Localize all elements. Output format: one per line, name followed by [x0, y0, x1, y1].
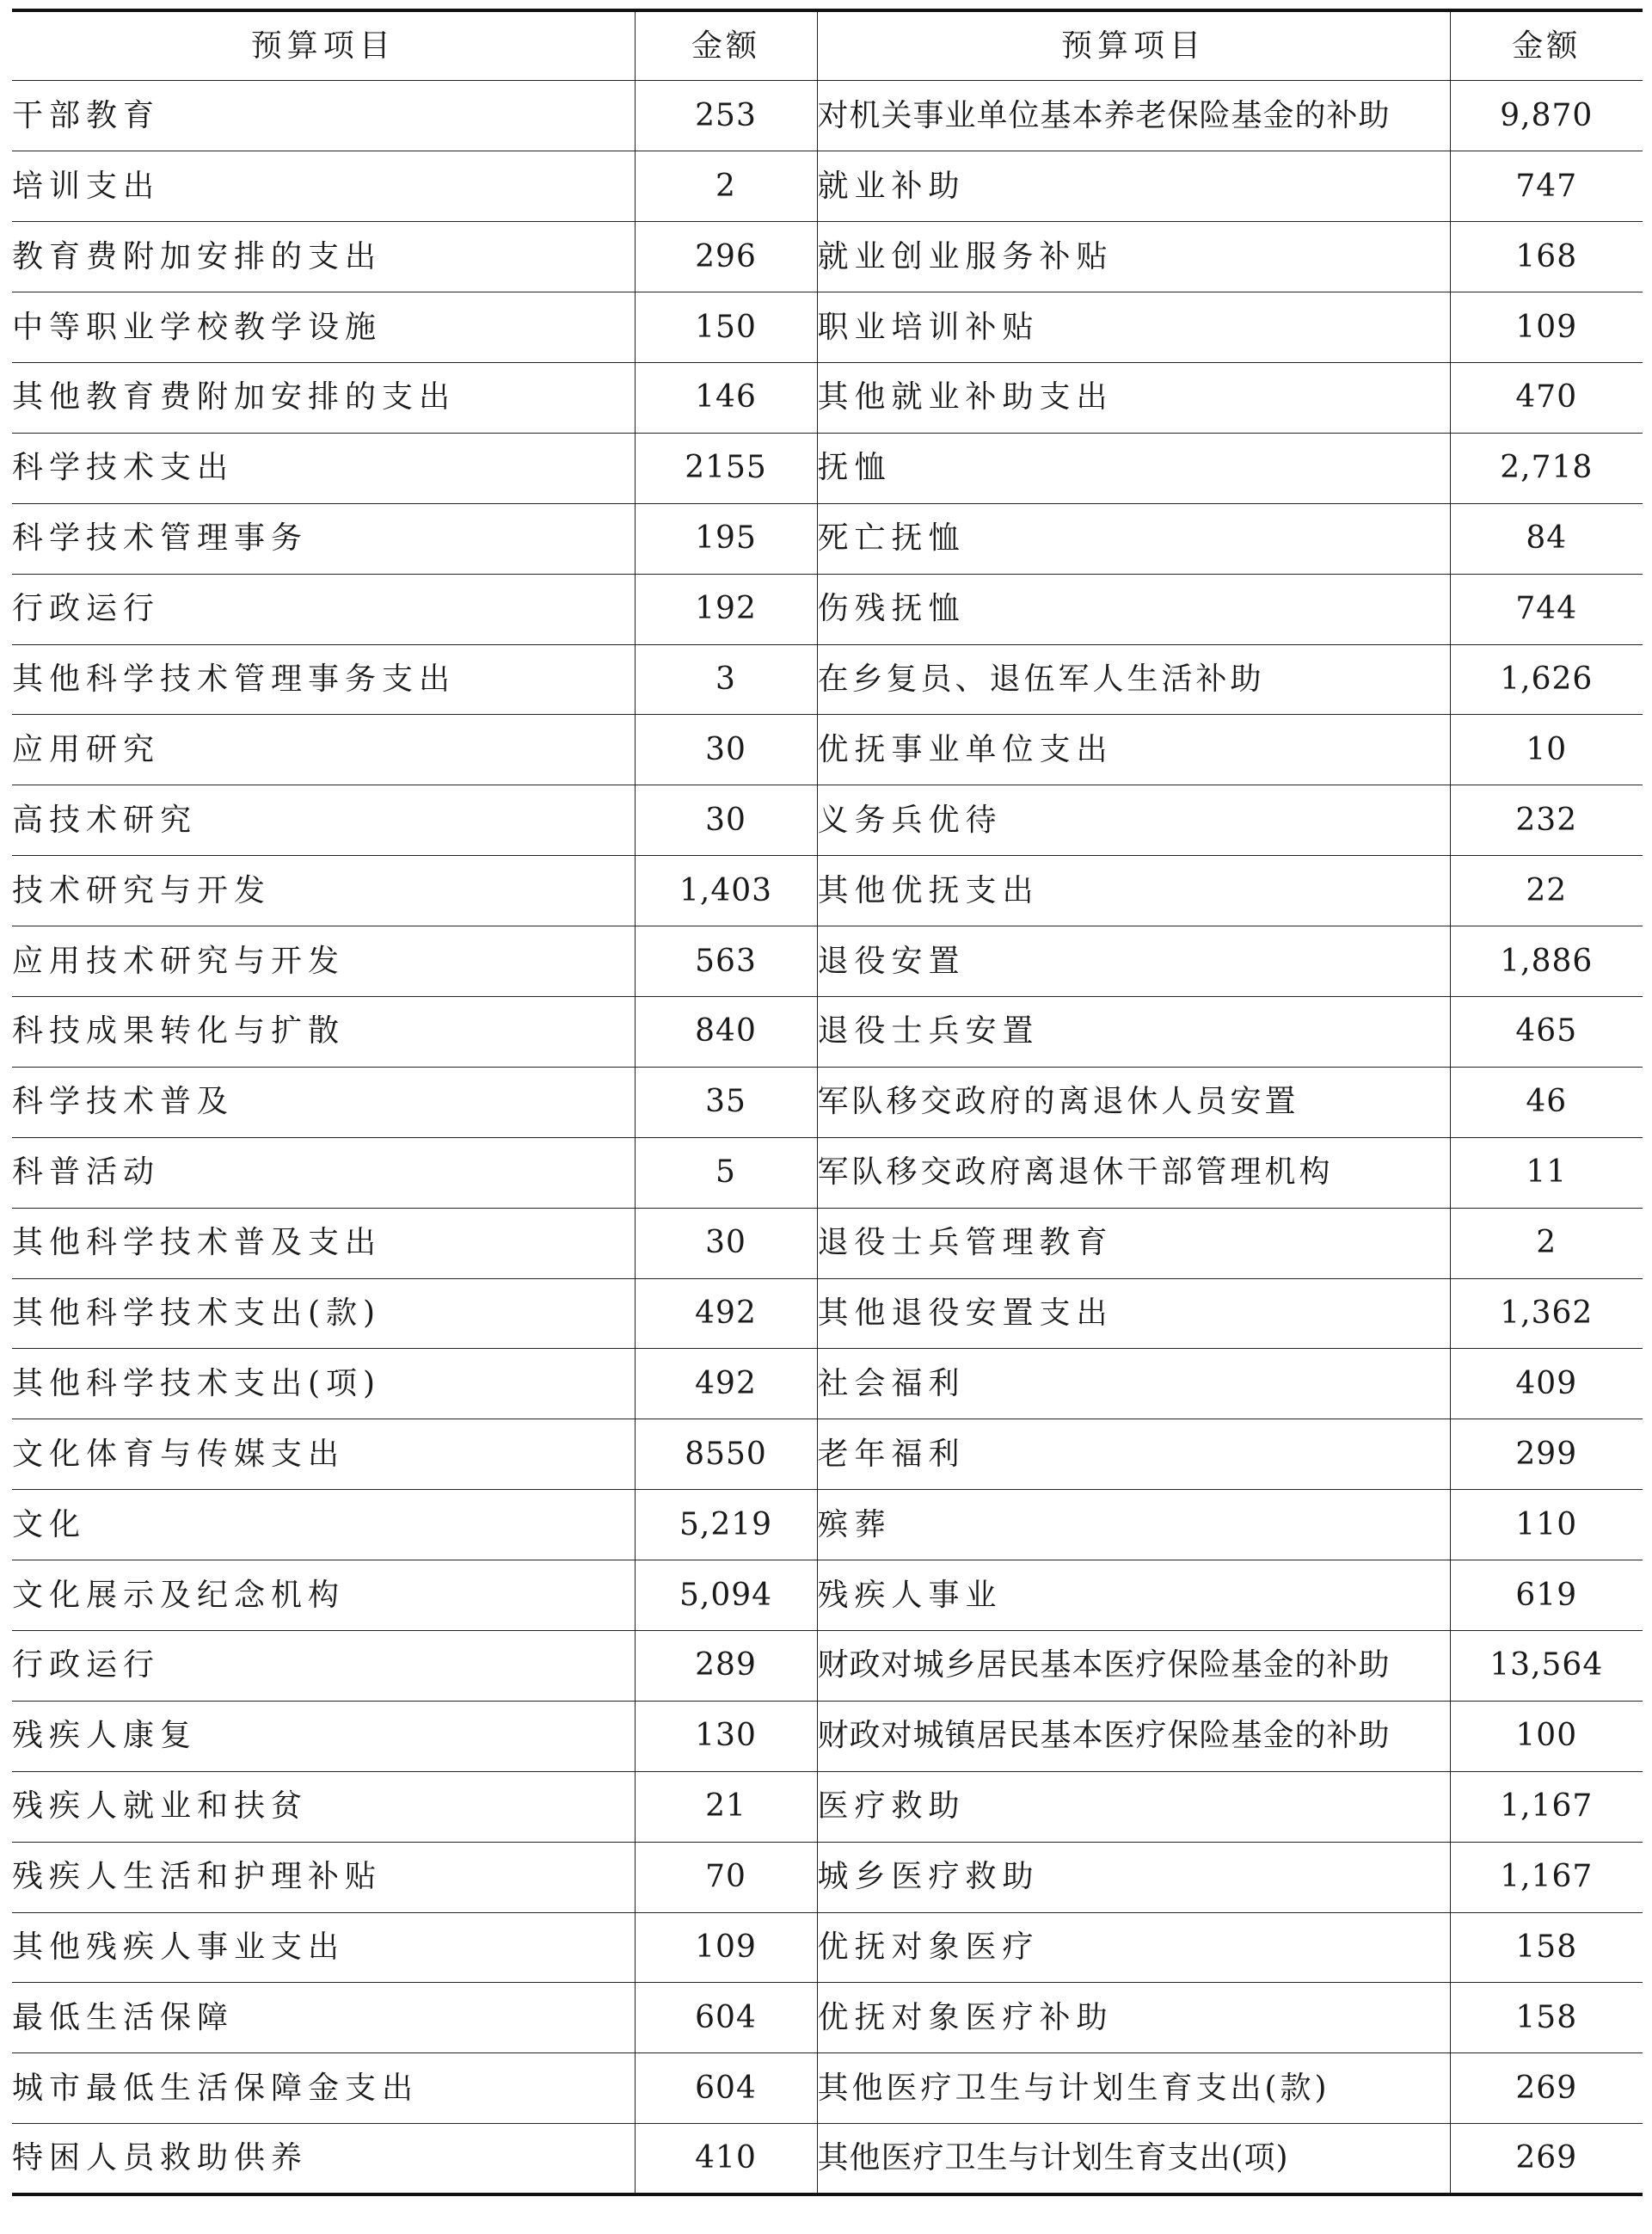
left-item-name: 残疾人生活和护理补贴 [12, 1842, 635, 1912]
right-item-name: 就业补助 [817, 151, 1450, 222]
right-item-amount: 269 [1450, 2053, 1643, 2124]
left-item-amount: 192 [635, 574, 817, 644]
left-item-name: 文化 [12, 1490, 635, 1560]
budget-sheet [12, 9, 1643, 2196]
table-row [12, 715, 1643, 785]
right-item-name: 优抚对象医疗补助 [817, 1983, 1450, 2053]
right-item-name: 财政对城镇居民基本医疗保险基金的补助 [817, 1701, 1450, 1771]
table-row [12, 1912, 1643, 1983]
left-item-name: 残疾人就业和扶贫 [12, 1771, 635, 1842]
left-item-amount: 195 [635, 503, 817, 574]
right-item-amount: 470 [1450, 362, 1643, 433]
left-item-amount: 21 [635, 1771, 817, 1842]
table-row [12, 1842, 1643, 1912]
right-item-amount: 100 [1450, 1701, 1643, 1771]
table-row [12, 996, 1643, 1067]
left-item-amount: 30 [635, 785, 817, 856]
table-row [12, 222, 1643, 292]
right-item-amount: 619 [1450, 1560, 1643, 1631]
right-item-amount: 168 [1450, 222, 1643, 292]
table-row [12, 856, 1643, 926]
right-item-amount: 110 [1450, 1490, 1643, 1560]
left-item-amount: 3 [635, 644, 817, 715]
right-item-amount: 9,870 [1450, 81, 1643, 151]
right-item-name: 伤残抚恤 [817, 574, 1450, 644]
right-item-amount: 46 [1450, 1067, 1643, 1137]
left-item-amount: 2 [635, 151, 817, 222]
table-row [12, 1349, 1643, 1419]
left-item-name: 应用研究 [12, 715, 635, 785]
right-item-name: 老年福利 [817, 1419, 1450, 1490]
left-item-name: 高技术研究 [12, 785, 635, 856]
left-item-name: 最低生活保障 [12, 1983, 635, 2053]
right-item-amount: 1,167 [1450, 1842, 1643, 1912]
left-item-amount: 253 [635, 81, 817, 151]
table-row [12, 503, 1643, 574]
left-item-name: 教育费附加安排的支出 [12, 222, 635, 292]
table-row [12, 292, 1643, 363]
right-item-name: 退役士兵管理教育 [817, 1208, 1450, 1278]
table-row [12, 1137, 1643, 1208]
right-item-name: 医疗救助 [817, 1771, 1450, 1842]
right-item-amount: 269 [1515, 2139, 1578, 2176]
right-item-name: 财政对城乡居民基本医疗保险基金的补助 [817, 1630, 1450, 1701]
left-item-name: 科普活动 [12, 1137, 635, 1208]
left-item-amount: 840 [635, 996, 817, 1067]
right-item-amount: 10 [1450, 715, 1643, 785]
right-item-amount: 84 [1450, 503, 1643, 574]
right-item-name: 其他医疗卫生与计划生育支出(款) [817, 2053, 1450, 2124]
table-row [12, 433, 1643, 503]
table-row [12, 644, 1643, 715]
header-amount-left: 金额 [635, 10, 817, 81]
table-row [12, 1983, 1643, 2053]
header-item-right: 预算项目 [817, 10, 1450, 81]
right-item-amount: 1,167 [1450, 1771, 1643, 1842]
header-row [12, 10, 1643, 81]
left-item-amount: 2155 [635, 433, 817, 503]
right-item-amount: 1,886 [1450, 926, 1643, 997]
table-row [12, 1208, 1643, 1278]
table-row [12, 2124, 1643, 2194]
right-item-amount: 232 [1450, 785, 1643, 856]
right-item-amount: 465 [1450, 996, 1643, 1067]
left-item-name: 行政运行 [12, 574, 635, 644]
left-item-amount: 289 [635, 1630, 817, 1701]
left-item-name: 其他教育费附加安排的支出 [12, 362, 635, 433]
header-amount-right: 金额 [1450, 10, 1643, 81]
right-item-amount: 2 [1450, 1208, 1643, 1278]
right-item-name: 残疾人事业 [817, 1560, 1450, 1631]
left-item-amount: 296 [635, 222, 817, 292]
right-item-name: 死亡抚恤 [817, 503, 1450, 574]
left-item-amount: 492 [635, 1349, 817, 1419]
left-item-name: 其他残疾人事业支出 [12, 1912, 635, 1983]
left-item-amount: 563 [635, 926, 817, 997]
table-row [12, 785, 1643, 856]
right-item-name: 其他就业补助支出 [817, 362, 1450, 433]
right-item-name: 城乡医疗救助 [817, 1842, 1450, 1912]
right-item-amount: 158 [1450, 1912, 1643, 1983]
right-item-amount: 109 [1450, 292, 1643, 363]
right-item-amount: 409 [1450, 1349, 1643, 1419]
left-item-amount: 35 [635, 1067, 817, 1137]
left-item-amount: 109 [635, 1912, 817, 1983]
header-item-left: 预算项目 [12, 10, 635, 81]
right-item-name: 抚恤 [817, 433, 1450, 503]
right-item-name: 义务兵优待 [817, 785, 1450, 856]
right-item-amount: 1,362 [1450, 1278, 1643, 1349]
right-item-name: 优抚对象医疗 [817, 1912, 1450, 1983]
left-item-amount: 30 [635, 715, 817, 785]
left-item-amount: 492 [635, 1278, 817, 1349]
right-item-amount: 11 [1450, 1137, 1643, 1208]
left-item-name: 行政运行 [12, 1630, 635, 1701]
left-item-name: 培训支出 [12, 151, 635, 222]
table-row [12, 1490, 1643, 1560]
table-row [12, 2053, 1643, 2124]
left-item-amount: 5,219 [635, 1490, 817, 1560]
table-row [12, 1701, 1643, 1771]
left-item-name: 文化体育与传媒支出 [12, 1419, 635, 1490]
right-item-name: 其他优抚支出 [817, 856, 1450, 926]
right-item-name: 军队移交政府的离退休人员安置 [817, 1067, 1450, 1137]
right-item-name: 退役安置 [817, 926, 1450, 997]
left-item-amount: 30 [635, 1208, 817, 1278]
left-item-name: 中等职业学校教学设施 [12, 292, 635, 363]
left-item-amount: 1,403 [635, 856, 817, 926]
table-row [12, 81, 1643, 151]
table-row [12, 926, 1643, 997]
left-item-amount: 410 [635, 2124, 817, 2194]
right-item-amount: 22 [1450, 856, 1643, 926]
left-item-name: 科学技术管理事务 [12, 503, 635, 574]
left-item-name: 其他科学技术普及支出 [12, 1208, 635, 1278]
right-item-name: 对机关事业单位基本养老保险基金的补助 [817, 81, 1450, 151]
left-item-name: 城市最低生活保障金支出 [12, 2053, 635, 2124]
left-item-name: 科技成果转化与扩散 [12, 996, 635, 1067]
left-item-name: 特困人员救助供养 [12, 2124, 635, 2194]
right-item-name: 在乡复员、退伍军人生活补助 [817, 644, 1450, 715]
table-row [12, 1278, 1643, 1349]
table-row [12, 1419, 1643, 1490]
right-item-name: 军队移交政府离退休干部管理机构 [817, 1137, 1450, 1208]
right-item-amount: 158 [1450, 1983, 1643, 2053]
left-item-amount: 130 [635, 1701, 817, 1771]
table-row [12, 1560, 1643, 1631]
left-item-name: 干部教育 [12, 81, 635, 151]
right-item-name: 其他医疗卫生与计划生育支出(项) [817, 2124, 1450, 2194]
right-item-name: 殡葬 [817, 1490, 1450, 1560]
right-item-name: 其他退役安置支出 [817, 1278, 1450, 1349]
left-item-name: 科学技术普及 [12, 1067, 635, 1137]
left-item-amount: 5 [635, 1137, 817, 1208]
table-row [12, 1067, 1643, 1137]
left-item-amount: 5,094 [635, 1560, 817, 1631]
table-row [12, 362, 1643, 433]
left-item-amount: 150 [635, 292, 817, 363]
left-item-name: 残疾人康复 [12, 1701, 635, 1771]
left-item-name: 应用技术研究与开发 [12, 926, 635, 997]
right-item-name: 优抚事业单位支出 [817, 715, 1450, 785]
table-row [12, 1771, 1643, 1842]
table-row [12, 151, 1643, 222]
left-item-amount: 8550 [635, 1419, 817, 1490]
right-item-name: 职业培训补贴 [817, 292, 1450, 363]
right-item-name: 就业创业服务补贴 [817, 222, 1450, 292]
left-item-amount: 146 [635, 362, 817, 433]
table-row [12, 1630, 1643, 1701]
right-item-amount: 744 [1450, 574, 1643, 644]
left-item-name: 其他科学技术支出(款) [12, 1278, 635, 1349]
left-item-amount: 70 [635, 1842, 817, 1912]
left-item-amount: 604 [635, 1983, 817, 2053]
table-row [12, 574, 1643, 644]
left-item-name: 文化展示及纪念机构 [12, 1560, 635, 1631]
right-item-amount: 299 [1450, 1419, 1643, 1490]
right-item-amount: 13,564 [1450, 1630, 1643, 1701]
right-item-name: 退役士兵安置 [817, 996, 1450, 1067]
right-item-amount: 2,718 [1450, 433, 1643, 503]
right-item-amount: 747 [1450, 151, 1643, 222]
left-item-name: 其他科学技术支出(项) [12, 1349, 635, 1419]
left-item-amount: 604 [635, 2053, 817, 2124]
left-item-name: 技术研究与开发 [12, 856, 635, 926]
right-item-name: 社会福利 [817, 1349, 1450, 1419]
budget-table [12, 9, 1643, 2196]
left-item-name: 其他科学技术管理事务支出 [12, 644, 635, 715]
right-item-amount: 1,626 [1450, 644, 1643, 715]
left-item-name: 科学技术支出 [12, 433, 635, 503]
